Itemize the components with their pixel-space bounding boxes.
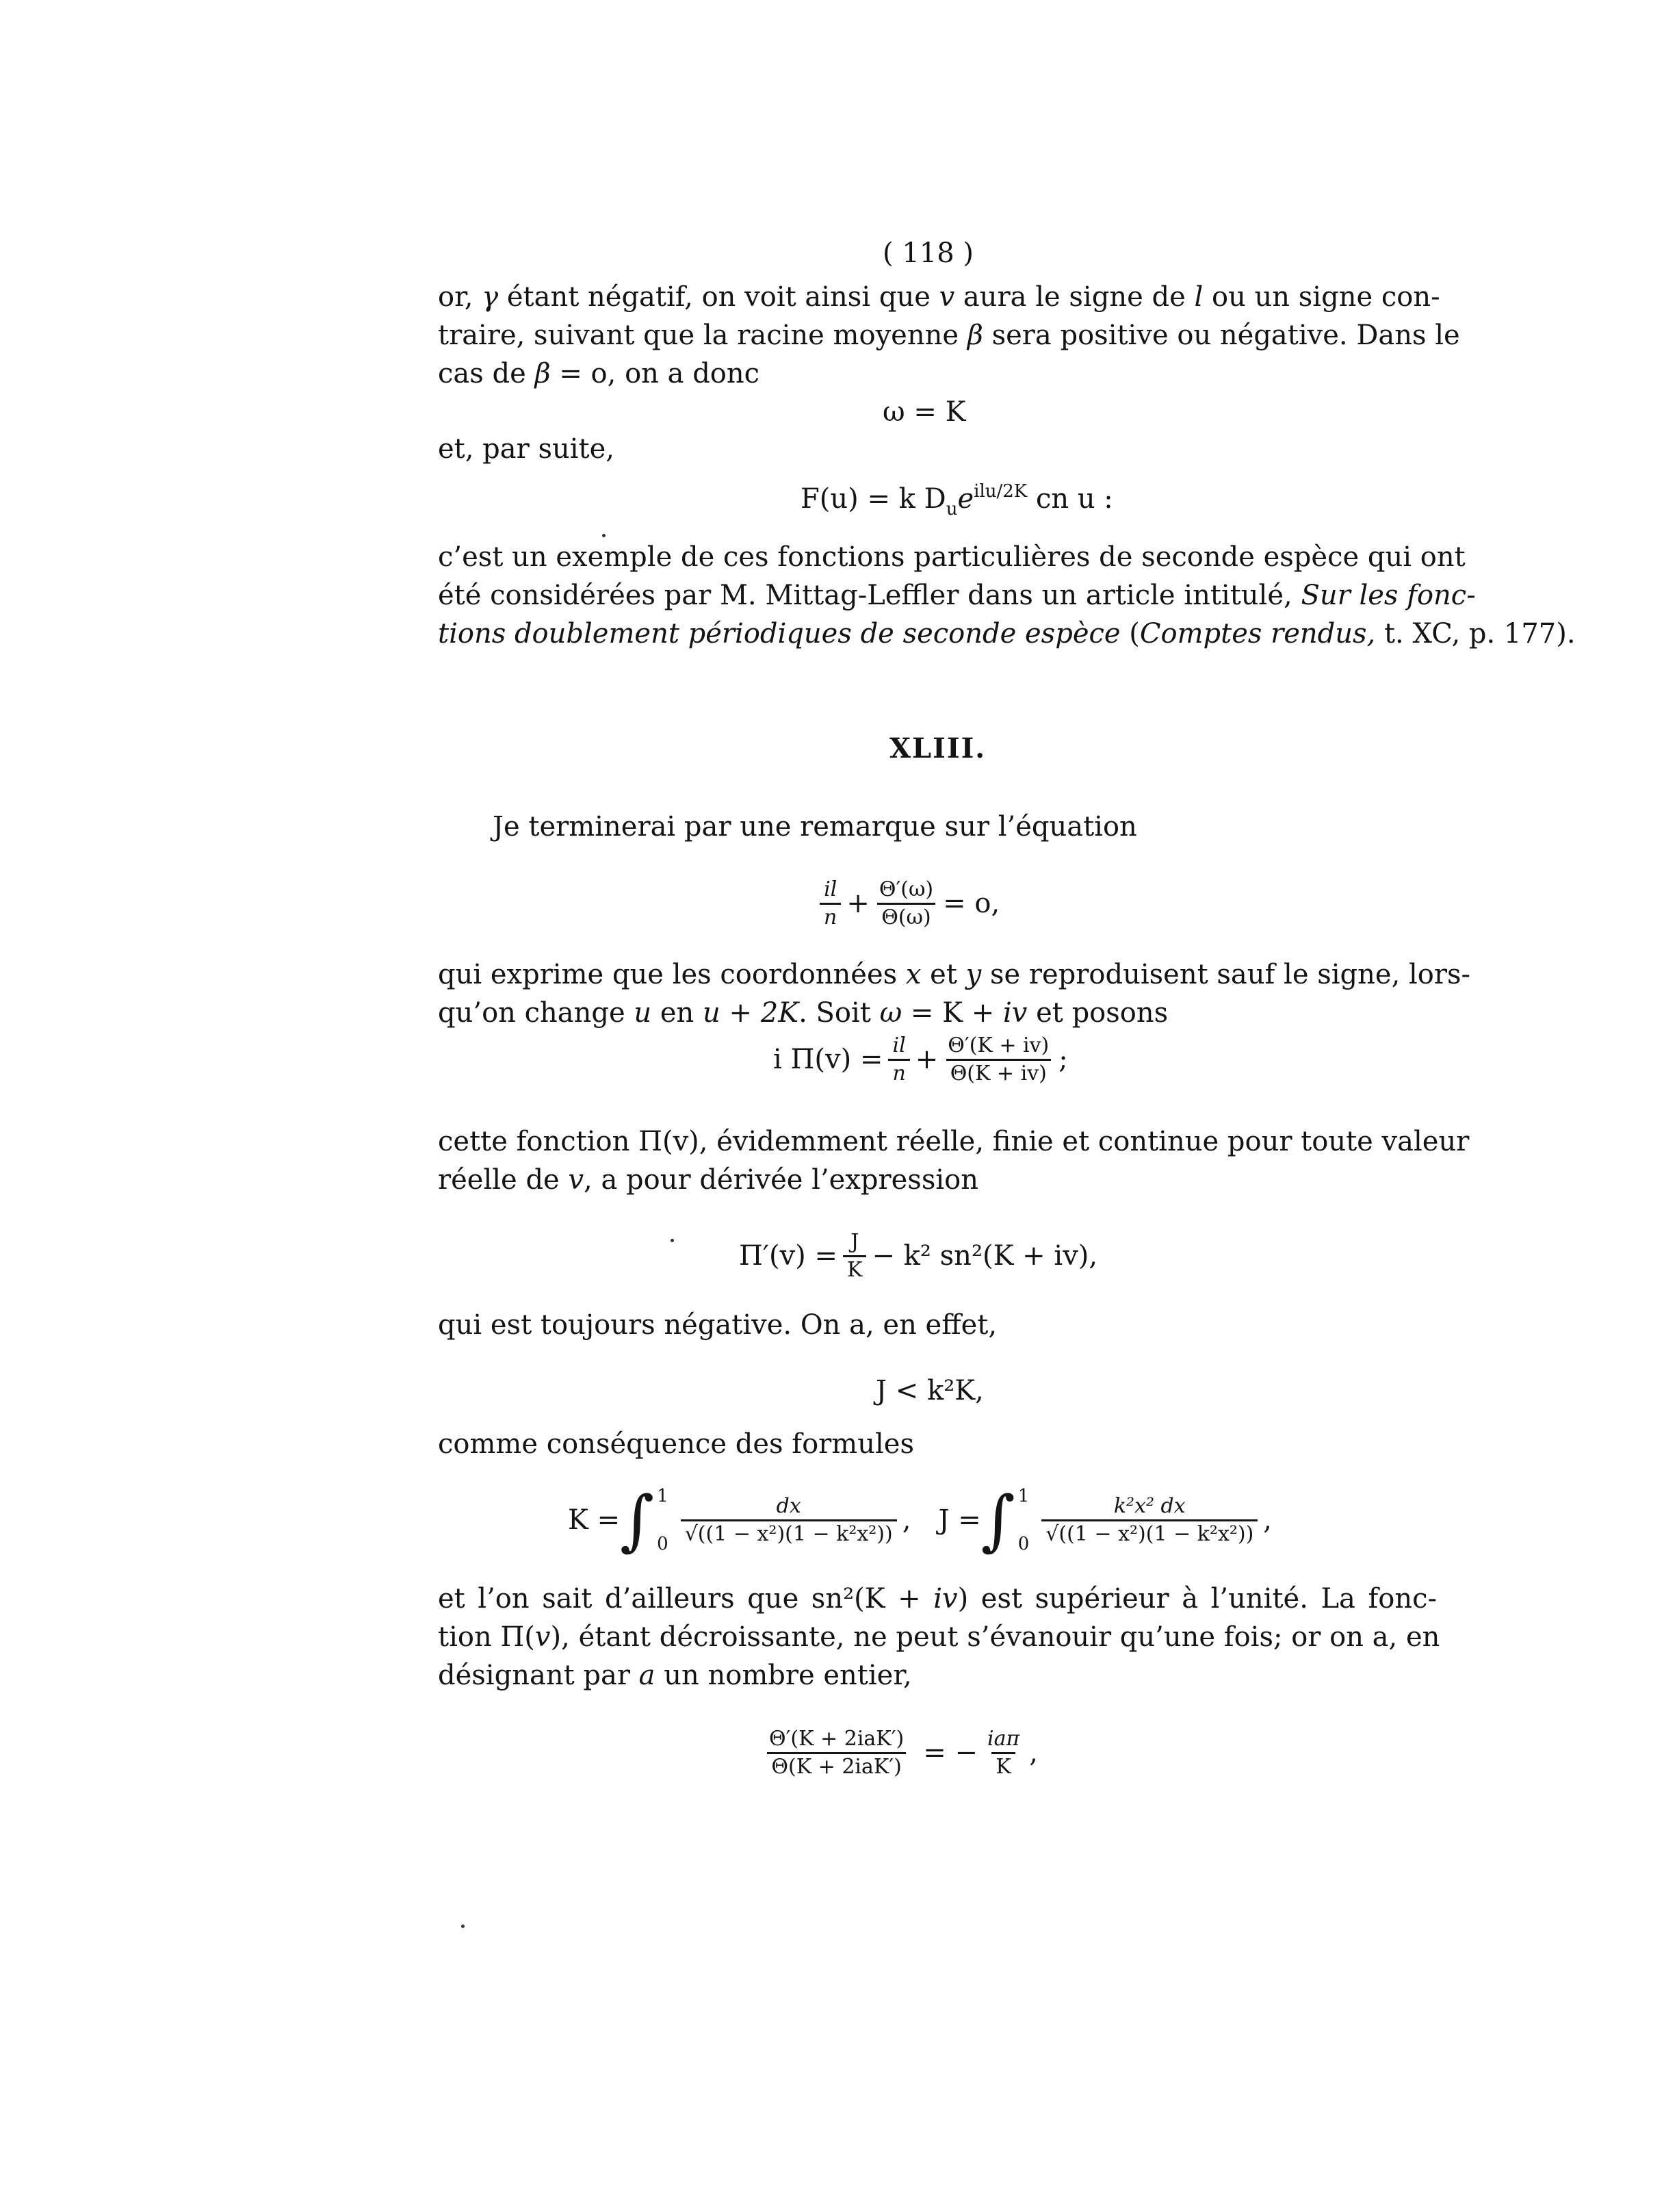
ink-speck [671,1239,674,1242]
text-line: c’est un exemple de ces fonctions particulières de seconde espèce qui ont [438,541,1466,573]
text-line: comme conséquence des formules [438,1428,914,1460]
text-line: or, γ étant négatif, on voit ainsi que v aura le signe de l ou un signe con- [438,281,1440,313]
text-line: traire, suivant que la racine moyenne β sera positive ou négative. Dans le [438,320,1460,351]
equation-omega: ω = K [883,396,966,428]
text-line: tion Π(v), étant décroissante, ne peut s’évanouir qu’une fois; or on a, en [438,1621,1440,1653]
text-line: qui est toujours négative. On a, en effet, [438,1309,998,1341]
text-line: cette fonction Π(v), évidemment réelle, finie et continue pour toute valeur [438,1126,1470,1157]
text-line: désignant par a un nombre entier, [438,1660,912,1691]
text-line: qui exprime que les coordonnées x et y se reproduisent sauf le signe, lors- [438,959,1471,990]
page-number: ( 118 ) [883,237,974,269]
text-line: Je terminerai par une remarque sur l’équation [493,811,1137,843]
equation-integrals: K = ∫ 1 0 $\frac{dx}{\text{√((1 − x²)(1 − k²x²))}}$ , J = ∫ 1 0 $\frac{\text{k²x² dx}}{\text{√((1 − x²)(1 − k²x²))}}$ , [568,1482,1273,1558]
text-line: tions doublement périodiques de seconde espèce (Comptes rendus, t. XC, p. 177). [438,618,1576,650]
equation-pi-derivative: Π′(v) = $\frac{J}{K}$ − k² sn²(K + iv), [739,1229,1098,1282]
equation-theta-ratio: $\frac{\text{Θ′(K + 2iaK′)}}{\text{Θ(K + 2iaK′)}}$ = − $\frac{\text{iaπ}}{K}$ , [759,1715,1038,1790]
text-line: qu’on change u en u + 2K. Soit ω = K + iv et posons [438,997,1169,1029]
section-heading: XLIII. [889,732,987,764]
text-line: réelle de v, a pour dérivée l’expression [438,1164,978,1196]
equation-inequality: J < k²K, [876,1375,984,1406]
equation-pi-def: i Π(v) = $\frac{il}{n}$ + $\frac{\Theta'(K + iv)}{\Theta(K + iv)}$ ; [773,1033,1068,1085]
text-line: et l’on sait d’ailleurs que sn²(K + iv) est supérieur à l’unité. La fonc- [438,1583,1438,1615]
text-line: cas de β = o, on a donc [438,358,760,389]
ink-speck [461,1925,465,1928]
equation-F: F(u) = k $D_ue^{ilu/2K}$ cn u : [801,481,1113,519]
ink-speck [602,534,606,537]
equation-condition: $\frac{il}{n}$ + $\frac{\Theta'(\omega)}{\Theta(\omega)}$ = o, [814,869,1000,938]
text-line: été considérées par M. Mittag-Leffler dans un article intitulé, Sur les fonc- [438,580,1476,611]
text-line: et, par suite, [438,433,615,465]
